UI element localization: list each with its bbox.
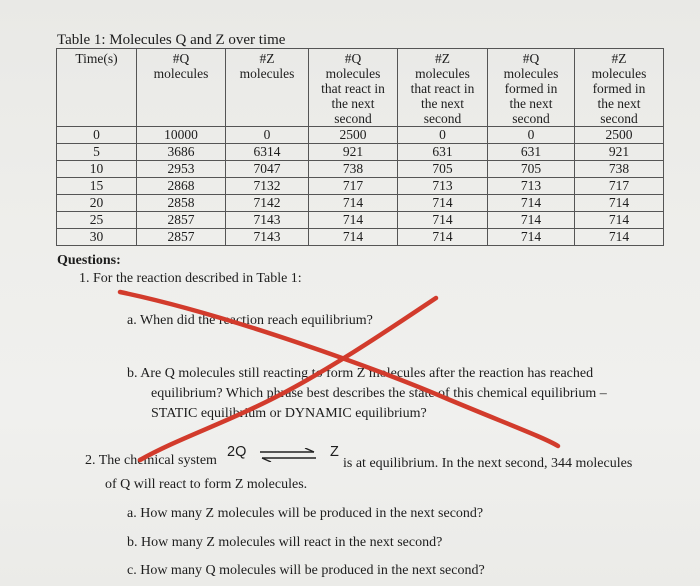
- question-2-suffix: is at equilibrium. In the next second, 344 molecules: [343, 456, 633, 471]
- question-1b-line2: equilibrium? Which phrase best describes the state of this chemical equilibrium –: [151, 386, 607, 401]
- header-line: molecules: [503, 66, 559, 81]
- table-cell: 705: [398, 161, 488, 178]
- header-line: molecules: [415, 66, 470, 81]
- question-2a: a. How many Z molecules will be produced in the next second?: [127, 506, 484, 521]
- table-cell: 10000: [137, 127, 226, 144]
- table-cell: 714: [398, 212, 488, 229]
- table-cell: 921: [575, 144, 664, 161]
- table-cell: 7143: [226, 229, 309, 246]
- table-cell: 714: [575, 212, 664, 229]
- header-line: Time(s): [75, 51, 118, 66]
- question-1b-line3: STATIC equilibrium or DYNAMIC equilibrium?: [151, 406, 427, 421]
- equilibrium-arrows-icon: [258, 448, 318, 462]
- table-cell: 2857: [137, 229, 226, 246]
- header-cell: [226, 49, 309, 127]
- table-cell: 15: [57, 178, 137, 195]
- equation-product: Z: [330, 444, 339, 460]
- header-cell: [309, 49, 398, 127]
- table-cell: 2857: [137, 212, 226, 229]
- table-cell: 5: [57, 144, 137, 161]
- header-cell: [398, 49, 488, 127]
- table-row: [57, 195, 664, 212]
- header-line: #Z: [611, 51, 627, 66]
- table-cell: 7047: [226, 161, 309, 178]
- table-cell: 714: [309, 229, 398, 246]
- table-cell: 714: [309, 212, 398, 229]
- table-cell: 714: [575, 195, 664, 212]
- table-cell: 714: [575, 229, 664, 246]
- table-row: [57, 229, 664, 246]
- header-line: molecules: [325, 66, 381, 81]
- table-cell: 30: [57, 229, 137, 246]
- table-cell: 714: [488, 229, 575, 246]
- table-cell: 921: [309, 144, 398, 161]
- header-cell: [488, 49, 575, 127]
- header-line: molecules: [239, 66, 295, 81]
- header-line: that react in: [321, 81, 385, 96]
- header-line: the next: [509, 96, 553, 111]
- header-line: second: [512, 111, 550, 126]
- question-2c: c. How many Q molecules will be produced in the next second?: [127, 563, 485, 578]
- table-cell: 20: [57, 195, 137, 212]
- table-cell: 714: [398, 195, 488, 212]
- header-line: #Q: [172, 51, 190, 66]
- table-row: [57, 212, 664, 229]
- header-line: second: [423, 111, 462, 126]
- table-cell: 10: [57, 161, 137, 178]
- header-line: second: [334, 111, 372, 126]
- header-line: the next: [331, 96, 375, 111]
- equation-reactant: 2Q: [227, 444, 247, 460]
- table-row: [57, 127, 664, 144]
- header-line: molecules: [153, 66, 209, 81]
- table-row: [57, 144, 664, 161]
- question-1: 1. For the reaction described in Table 1:: [79, 271, 302, 286]
- header-line: second: [600, 111, 638, 126]
- header-cell: [137, 49, 226, 127]
- question-2-line2: of Q will react to form Z molecules.: [105, 477, 308, 492]
- table-caption: Table 1: Molecules Q and Z over time: [57, 32, 286, 48]
- table-cell: 738: [309, 161, 398, 178]
- table-cell: 2868: [137, 178, 226, 195]
- question-1b-line1: b. Are Q molecules still reacting to form Z molecules after the reaction has reached: [127, 366, 594, 381]
- header-line: #Z: [435, 51, 450, 66]
- header-line: #Z: [259, 51, 275, 66]
- table-cell: 2953: [137, 161, 226, 178]
- header-line: #Q: [344, 51, 362, 66]
- table-cell: 717: [309, 178, 398, 195]
- header-line: the next: [597, 96, 641, 111]
- table-cell: 0: [57, 127, 137, 144]
- table-cell: 713: [398, 178, 488, 195]
- table-cell: 714: [309, 195, 398, 212]
- table-cell: 714: [398, 229, 488, 246]
- table-cell: 2500: [309, 127, 398, 144]
- question-2-prefix: 2. The chemical system: [85, 453, 217, 468]
- table-cell: 717: [575, 178, 664, 195]
- table-cell: 7142: [226, 195, 309, 212]
- header-line: formed in: [504, 81, 558, 96]
- header-line: molecules: [591, 66, 647, 81]
- table-body: [57, 127, 664, 246]
- table-cell: 631: [398, 144, 488, 161]
- header-line: #Q: [522, 51, 540, 66]
- header-cell: [57, 49, 137, 127]
- table-cell: 705: [488, 161, 575, 178]
- table-row: [57, 178, 664, 195]
- table-header-row: [57, 49, 664, 127]
- table-cell: 25: [57, 212, 137, 229]
- table-cell: 0: [226, 127, 309, 144]
- table-cell: 2858: [137, 195, 226, 212]
- molecules-table: [56, 48, 664, 246]
- table-cell: 7143: [226, 212, 309, 229]
- questions-heading: Questions:: [57, 253, 121, 268]
- table-cell: 2500: [575, 127, 664, 144]
- table-cell: 0: [398, 127, 488, 144]
- header-line: formed in: [592, 81, 646, 96]
- table-cell: 714: [488, 195, 575, 212]
- header-line: that react in: [410, 81, 475, 96]
- table-cell: 3686: [137, 144, 226, 161]
- table-cell: 0: [488, 127, 575, 144]
- table-row: [57, 161, 664, 178]
- table-cell: 7132: [226, 178, 309, 195]
- table-cell: 6314: [226, 144, 309, 161]
- table-cell: 738: [575, 161, 664, 178]
- header-line: the next: [420, 96, 465, 111]
- question-2b: b. How many Z molecules will react in the next second?: [127, 535, 443, 550]
- question-1a: a. When did the reaction reach equilibrium?: [127, 313, 373, 328]
- table-cell: 631: [488, 144, 575, 161]
- table-cell: 713: [488, 178, 575, 195]
- header-cell: [575, 49, 664, 127]
- table-cell: 714: [488, 212, 575, 229]
